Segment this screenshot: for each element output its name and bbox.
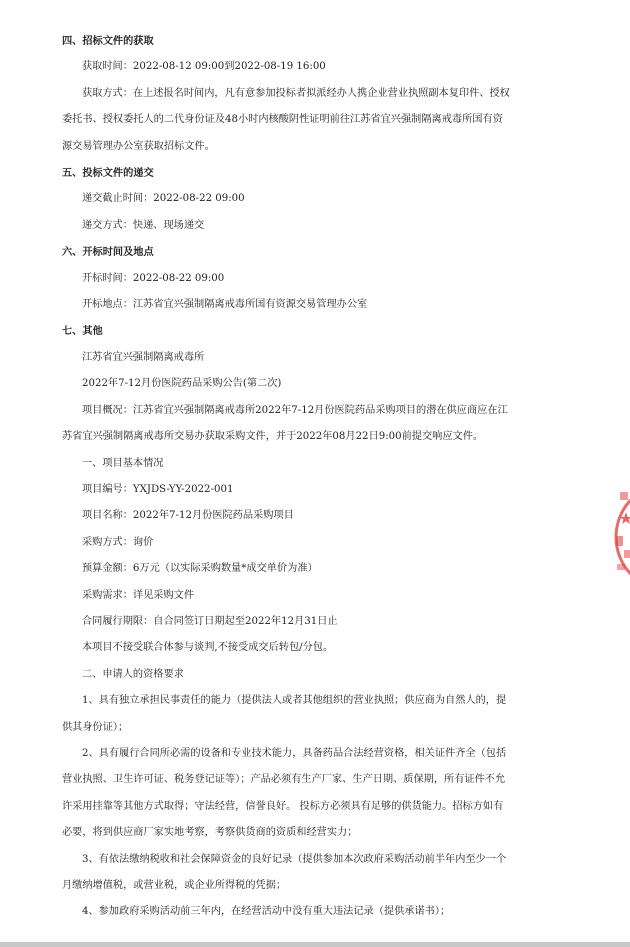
paragraph: 江苏省宜兴强制隔离戒毒所: [82, 351, 205, 363]
paragraph: 1、具有独立承担民事责任的能力（提供法人或者其他组织的营业执照；供应商为自然人的，提供其身份证）；: [62, 695, 507, 733]
paragraph: 开标地点：江苏省宜兴强制隔离戒毒所国有资源交易管理办公室: [82, 299, 368, 311]
paragraph: 项目编号：YXJDS-YY-2022-001: [82, 483, 234, 495]
paragraph: 2、具有履行合同所必需的设备和专业技术能力，具备药品合法经营资格，相关证件齐全（包括营业执照、卫生许可证、税务登记证等）；产品必须有生产厂家、生产日期、质保期，所有证件不允许采用挂靠等其他方式取得；守法经营，信誉良好。 投标方必须具有足够的供货能力。招标方如有必要，将到供应商厂家实地考察，考察供货商的资质和经营实力；: [62, 747, 507, 839]
page-edge: [0, 942, 630, 947]
paragraph: 开标时间：2022-08-22 09:00: [82, 272, 225, 284]
paragraph: 获取时间：2022-08-12 09:00到2022-08-19 16:00: [82, 61, 326, 73]
paragraph: 采购需求：详见采购文件: [82, 589, 195, 601]
paragraph: 4、参加政府采购活动前三年内，在经营活动中没有重大违法记录（提供承诺书）；: [82, 906, 451, 918]
paragraph: 本项目不接受联合体参与谈判,不接受成交后转包/分包。: [82, 642, 334, 654]
paragraph: 预算金额：6万元（以实际采购数量*成交单价为准）: [82, 563, 318, 575]
section-heading: 四、招标文件的获取: [62, 35, 154, 47]
section-heading: 五、投标文件的递交: [62, 167, 154, 180]
section-heading: 六、开标时间及地点: [62, 246, 154, 259]
paragraph: 递交方式：快递、现场递交: [82, 219, 205, 231]
section-heading: 七、其他: [62, 325, 103, 338]
official-seal-fragment: [612, 478, 630, 596]
paragraph: 项目概况：江苏省宜兴强制隔离戒毒所2022年7-12月份医院药品采购项目的潜在供应商应在江苏省宜兴强制隔离戒毒所交易办获取采购文件，并于2022年08月22日9:00前提交响应文件。: [62, 404, 508, 443]
seal-icon: [612, 478, 630, 596]
document-body: [62, 28, 510, 926]
sub-heading: 二、申请人的资格要求: [82, 668, 184, 680]
paragraph: 获取方式：在上述报名时间内，凡有意参加投标者拟派经办人携企业营业执照副本复印件、授权委托书、授权委托人的二代身份证及48小时内核酸阴性证明前往江苏省宜兴强制隔离戒毒所国有资源交易管理办公室获取招标文件。: [62, 87, 510, 152]
paragraph: 2022年7-12月份医院药品采购公告(第二次): [82, 378, 282, 390]
paragraph: 递交截止时间：2022-08-22 09:00: [82, 193, 245, 205]
sub-heading: 一、项目基本情况: [82, 457, 164, 469]
paragraph: 采购方式：询价: [82, 536, 154, 548]
paragraph: 项目名称：2022年7-12月份医院药品采购项目: [82, 510, 294, 522]
paragraph: 合同履行期限：自合同签订日期起至2022年12月31日止: [82, 615, 338, 627]
paragraph: 3、有依法缴纳税收和社会保障资金的良好记录（提供参加本次政府采购活动前半年内至少一个月缴纳增值税，或营业税，或企业所得税的凭据；: [62, 853, 507, 891]
